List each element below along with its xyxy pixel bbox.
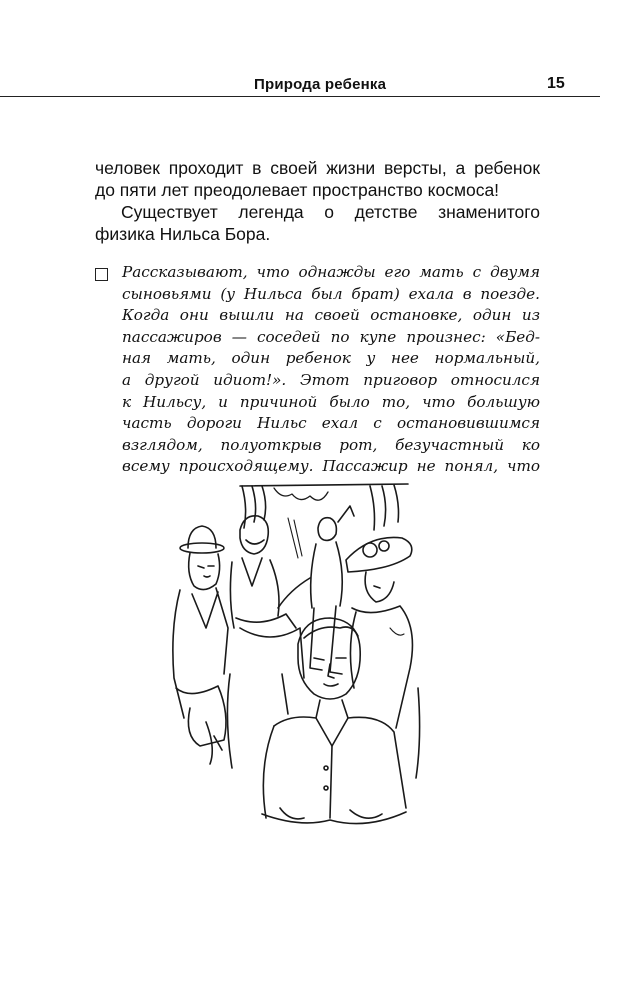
story-line: часть дороги Нильс ехал с остановившимся bbox=[122, 414, 540, 433]
story-quote bbox=[122, 262, 540, 478]
body-text bbox=[95, 157, 540, 245]
running-title: Природа ребенка bbox=[254, 76, 387, 93]
story-line: Когда они вышли на своей остановке, один из bbox=[122, 306, 540, 325]
page-number: 15 bbox=[547, 75, 565, 92]
story-line: Рассказывают, что однажды его мать с двумя bbox=[122, 263, 540, 281]
compartment-seat-drawing bbox=[227, 628, 419, 778]
paragraph-continuation bbox=[95, 157, 540, 201]
story-line: взглядом, полуоткрыв рот, безучастный ко bbox=[122, 435, 540, 454]
text-line: Существует легенда о детстве знаменитого bbox=[121, 202, 540, 222]
story-line: пассажиров — соседей по купе произнес: «Бед- bbox=[122, 327, 540, 346]
paragraph-legend bbox=[95, 201, 540, 245]
old-man-drawing bbox=[230, 516, 296, 628]
checkbox-square-icon bbox=[95, 268, 108, 281]
text-line: до пяти лет преодолевает пространство космоса! bbox=[95, 180, 500, 200]
story-line: сыновьями (у Нильса был брат) ехала в поезде. bbox=[122, 284, 540, 303]
story-line: ная мать, один ребенок у нее нормальный, bbox=[122, 349, 540, 368]
text-line: человек проходит в своей жизни версты, а ребенок bbox=[95, 158, 540, 178]
text-line: физика Нильса Бора. bbox=[95, 224, 271, 244]
story-line: всему происходящему. Пассажир не понял, что bbox=[122, 457, 540, 476]
story-line: к Нильсу, и причиной было то, что большую bbox=[122, 392, 540, 411]
boy-niels-drawing bbox=[262, 618, 406, 824]
train-compartment-illustration bbox=[170, 478, 480, 848]
standing-man-drawing bbox=[278, 506, 354, 674]
man-in-bowler-hat-drawing bbox=[173, 526, 228, 764]
running-head bbox=[0, 72, 600, 97]
story-line: а другой идиот!». Этот приговор относился bbox=[122, 370, 540, 389]
